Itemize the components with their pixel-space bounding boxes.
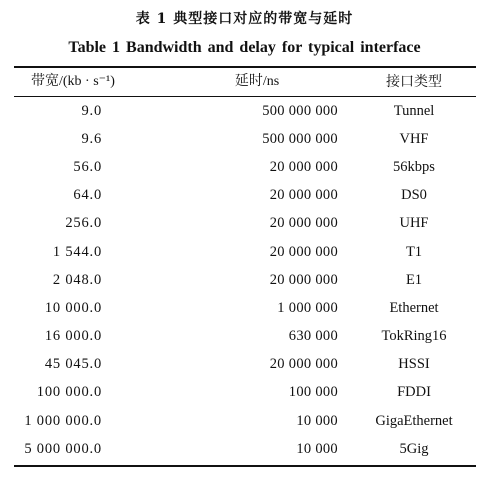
- cell-bandwidth: 9.0: [81, 102, 102, 119]
- table-row: [14, 407, 476, 435]
- table-row: [14, 238, 476, 266]
- header-bandwidth: 带宽/(kb · s⁻¹): [31, 74, 115, 89]
- table-row: [14, 97, 476, 125]
- cell-latency: 100 000: [288, 384, 338, 401]
- table-row: [14, 323, 476, 351]
- table-row: [14, 182, 476, 210]
- table-header: [14, 68, 476, 96]
- cell-interface: Tunnel: [393, 102, 435, 119]
- cell-latency: 20 000 000: [269, 158, 338, 175]
- cell-bandwidth: 100 000.0: [36, 384, 102, 401]
- cell-bandwidth: 1 000 000.0: [24, 412, 102, 429]
- cell-bandwidth: 56.0: [73, 158, 102, 175]
- cell-bandwidth: 10 000.0: [44, 299, 102, 316]
- cell-interface: UHF: [399, 215, 429, 232]
- cell-interface: TokRing16: [381, 328, 447, 345]
- cell-bandwidth: 1 544.0: [52, 243, 102, 260]
- table-row: [14, 153, 476, 181]
- cell-interface: 5Gig: [399, 440, 429, 457]
- cell-latency: 500 000 000: [262, 102, 338, 119]
- cell-bandwidth: 2 048.0: [52, 271, 102, 288]
- cell-latency: 500 000 000: [262, 130, 338, 147]
- table-row: [14, 210, 476, 238]
- cell-interface: 56kbps: [393, 158, 435, 175]
- header-latency: 延时/ns: [234, 74, 280, 89]
- cell-bandwidth: 256.0: [65, 215, 102, 232]
- cell-latency: 20 000 000: [269, 356, 338, 373]
- cell-interface: GigaEthernet: [375, 412, 453, 429]
- table-row: [14, 266, 476, 294]
- header-interface: 接口类型: [386, 74, 442, 90]
- cell-latency: 1 000 000: [277, 299, 338, 316]
- cell-latency: 20 000 000: [269, 271, 338, 288]
- cell-latency: 20 000 000: [269, 187, 338, 204]
- cell-bandwidth: 64.0: [73, 187, 102, 204]
- cell-latency: 20 000 000: [269, 243, 338, 260]
- table-row: [14, 351, 476, 379]
- cell-latency: 630 000: [288, 328, 338, 345]
- table-caption-english: Table 1 Bandwidth and delay for typical interface: [68, 39, 421, 56]
- cell-bandwidth: 16 000.0: [44, 328, 102, 345]
- cell-interface: FDDI: [397, 384, 431, 401]
- cell-interface: E1: [405, 271, 423, 288]
- cell-bandwidth: 45 045.0: [44, 356, 102, 373]
- table-row: [14, 379, 476, 407]
- bottom-rule: [14, 465, 476, 467]
- cell-bandwidth: 9.6: [81, 130, 102, 147]
- cell-bandwidth: 5 000 000.0: [24, 440, 102, 457]
- cell-interface: HSSI: [398, 356, 430, 373]
- cell-interface: Ethernet: [389, 299, 439, 316]
- cell-interface: DS0: [401, 187, 427, 204]
- cell-latency: 10 000: [296, 440, 338, 457]
- table-row: [14, 435, 476, 463]
- table-body: [14, 97, 476, 463]
- table-caption-chinese: 表 1 典型接口对应的带宽与延时: [135, 11, 354, 27]
- table-row: [14, 294, 476, 322]
- cell-latency: 20 000 000: [269, 215, 338, 232]
- table-row: [14, 125, 476, 153]
- cell-latency: 10 000: [296, 412, 338, 429]
- cell-interface: T1: [405, 243, 423, 260]
- cell-interface: VHF: [399, 130, 429, 147]
